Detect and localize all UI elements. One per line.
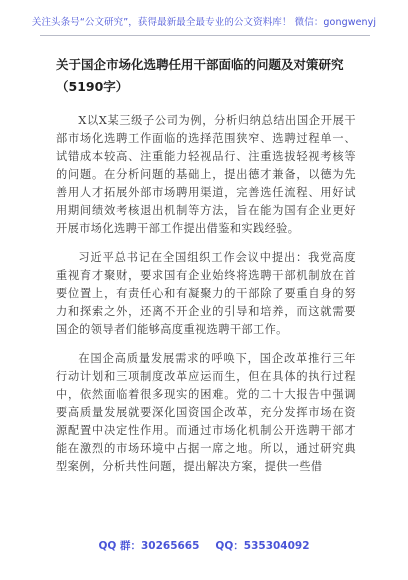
paragraph-1: X以X某三级子公司为例，分析归纳总结出国企开展干部市场化选聘工作面临的选择范围狭窄、选聘过程单一、试错成本较高、注重能力轻视品行、注重选拔轻视考核等的问题。在分析问题的基础上，提出德才兼备，以德为先善用人才拓展外部市场聘用渠道，完善选任流程、用好试用期间绩效考核退出机制等方法，旨在能为国有企业更好开展市场化选聘干部工作提出借鉴和实践经验。 xyxy=(56,114,356,235)
qq-group-number: 30265665 xyxy=(140,540,200,552)
document-title xyxy=(56,54,376,98)
title-line-1: 关于国企市场化选聘任用干部面临的问题及对策研究 xyxy=(56,57,344,72)
document-body xyxy=(56,112,356,487)
title-word-count: （5190字） xyxy=(56,79,129,94)
header-banner: 关注头条号“公文研究”，获得最新最全最专业的公文资料库！ 微信：gongwenyj xyxy=(31,17,377,28)
header-divider xyxy=(40,35,370,36)
paragraph-3: 在国企高质量发展需求的呼唤下，国企改革推行三年行动计划和三项制度改革应运而生，但在具体的执行过程中，依然面临着很多现实的困难。党的二十大报告中强调要高质量发展就要深化国资国企改革，充分发挥市场在资源配置中决定性作用。而通过市场化机制公开选聘干部才能在激烈的市场环境中占据一席之地。所以，通过研究典型案例，分析共性问题，提出解决方案，提供一些借 xyxy=(56,352,356,473)
footer-contact xyxy=(0,538,408,553)
qq-number: 535304092 xyxy=(243,540,310,552)
qq-label: QQ： xyxy=(215,540,244,552)
paragraph-2: 习近平总书记在全国组织工作会议中提出：我党高度重视育才聚财，要求国有企业始终将选聘干部机制放在首要位置上，有责任心和有凝聚力的干部除了要重自身的努力和探索之外，还离不开企业的引导和培养，而这就需要国企的领导者们能够高度重视选聘干部工作。 xyxy=(56,251,356,336)
qq-group-label: QQ 群： xyxy=(98,540,141,552)
